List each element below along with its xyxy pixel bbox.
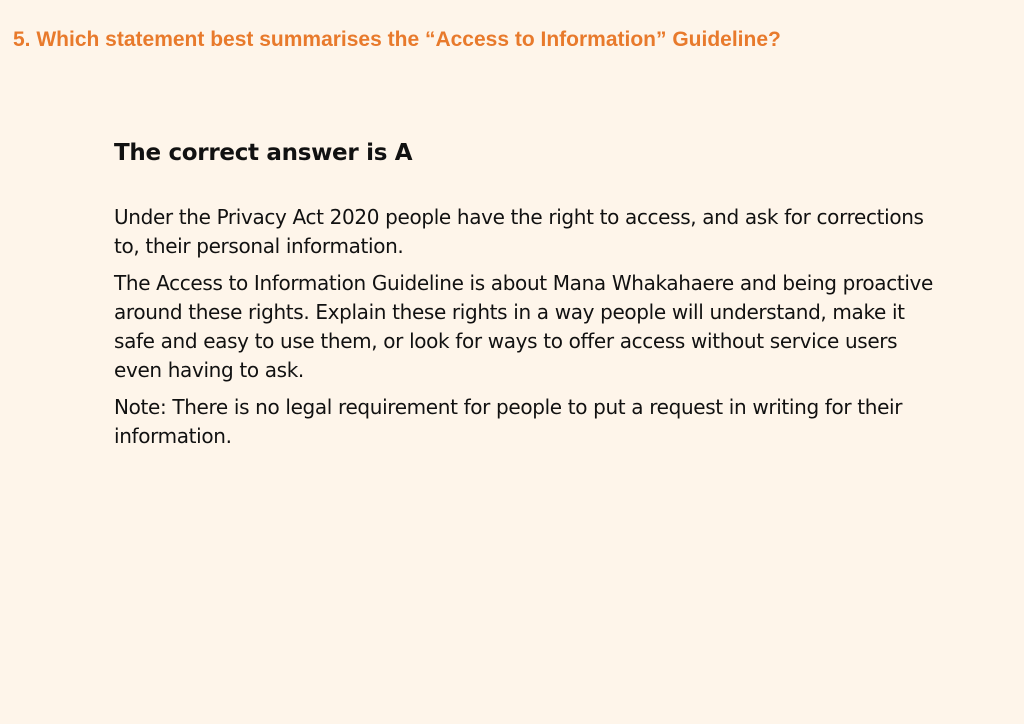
answer-paragraph-guideline: The Access to Information Guideline is about Mana Whakahaere and being proactive around these rights. Explain these rights in a way people will understand, make it safe and easy to use them, or look for ways to offer access without service users even having to ask. xyxy=(114,271,933,382)
answer-paragraph-note: Note: There is no legal requirement for people to put a request in writing for their information. xyxy=(114,395,903,448)
answer-explanation xyxy=(114,137,934,459)
answer-paragraph-privacy-act: Under the Privacy Act 2020 people have the right to access, and ask for corrections to, their personal information. xyxy=(114,205,924,258)
question-title: 5. Which statement best summarises the “Access to Information” Guideline? xyxy=(13,28,781,51)
correct-answer-heading: The correct answer is A xyxy=(114,140,413,166)
